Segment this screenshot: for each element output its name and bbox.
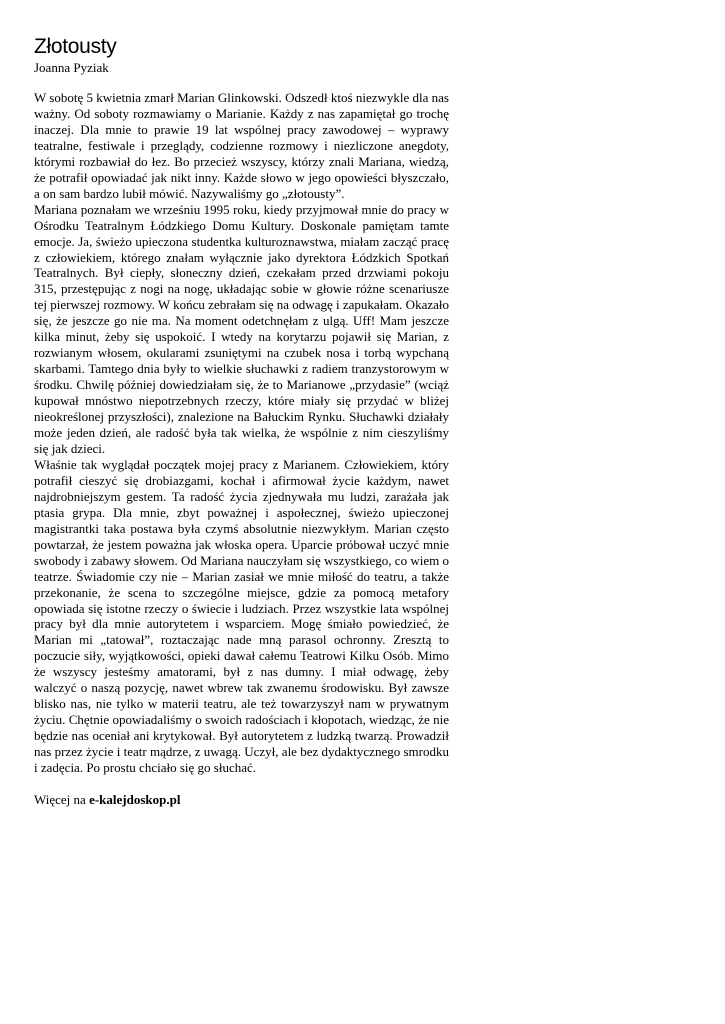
article-author: Joanna Pyziak — [34, 60, 109, 75]
article-title: Złotousty — [34, 35, 117, 58]
article-body — [34, 90, 449, 776]
paragraph-1: W sobotę 5 kwietnia zmarł Marian Glinkowski. Odszedł ktoś niezwykle dla nas ważny. Od soboty rozmawiamy o Marianie. Każdy z nas zapamiętał go trochę inaczej. Dla mnie to prawie 19 lat wspólnej pracy zawodowej – wyprawy teatralne, festiwale i przeglądy, codzienne rozmowy i niezliczone anegdoty, którymi rozbawiał do łez. Bo przecież wszyscy, którzy znali Mariana, wiedzą, że potrafił opowiadać jak nikt inny. Każde słowo w jego opowieści błyszczało, a on sam bardzo lubił mówić. Nazywaliśmy go „złotousty”. — [34, 90, 449, 201]
more-line — [34, 792, 449, 808]
article — [34, 34, 449, 808]
paragraph-3: Właśnie tak wyglądał początek mojej pracy z Marianem. Człowiekiem, który potrafił cieszyć się drobiazgami, kochał i afirmował życie każdym, nawet najdrobniejszym gestem. Ta radość życia zjednywała mu ludzi, zarażała jak ptasia grypa. Dla mnie, zbyt poważnej i aspołecznej, świeżo upieczonej magistrantki taka postawa była czymś absolutnie niezwykłym. Marian często powtarzał, że jestem poważna jak włoska opera. Uparcie próbował uczyć mnie swobody i zabawy słowem. Od Mariana nauczyłam się wszystkiego, co wiem o teatrze. Świadomie czy nie – Marian zasiał we mnie miłość do teatru, a także przekonanie, że scena to szczególne miejsce, gdzie za pomocą metafory opowiada się istotne rzeczy o świecie i ludziach. Przez wszystkie lata wspólnej pracy był dla mnie autorytetem i wsparciem. Mogę śmiało powiedzieć, że Marian mi „tatował”, roztaczając nade mną parasol ochronny. Zresztą to poczucie siły, wyjątkowości, opieki dawał całemu Teatrowi Kilku Osób. Mimo że wszyscy jesteśmy amatorami, był z nas dumny. I miał odwagę, żeby walczyć o naszą pozycję, nawet wbrew tak zwanemu środowisku. Był zawsze blisko nas, nie tylko w materii teatru, ale też towarzyszył nam w prywatnym życiu. Chętnie opowiadaliśmy o swoich radościach i kłopotach, wiedząc, że nie będzie nas oceniał ani krytykował. Był autorytetem z ludzką twarzą. Prowadził nas przez życie i teatr mądrze, z uwagą. Uczył, ale bez dydaktycznego smrodku i zadęcia. Po prostu chciało się go słuchać. — [34, 456, 449, 776]
more-prefix: Więcej na — [34, 791, 86, 807]
paragraph-2: Mariana poznałam we wrześniu 1995 roku, kiedy przyjmował mnie do pracy w Ośrodku Teatralnym Łódzkiego Domu Kultury. Doskonale pamiętam tamte emocje. Ja, świeżo upieczona studentka kulturoznawstwa, miałam zacząć pracę z człowiekiem, którego znałam wyłącznie jako dyrektora Łódzkich Spotkań Teatralnych. Był ciepły, słoneczny dzień, czekałam przed drzwiami pokoju 315, przestępując z nogi na nogę, układając sobie w głowie różne scenariusze tej pierwszej rozmowy. W końcu zebrałam się na odwagę i zapukałam. Okazało się, że jeszcze go nie ma. Na moment odetchnęłam z ulgą. Uff! Mam jeszcze kilka minut, żeby się uspokoić. I wtedy na korytarzu pojawił się Marian, z rozwianym włosem, okularami zsuniętymi na czubek nosa i torbą wypchaną skarbami. Tamtego dnia były to wielkie słuchawki z radiem tranzystorowym w środku. Chwilę później dowiedziałam się, że to Marianowe „przydasie” (wciąż kupował mnóstwo niepotrzebnych rzeczy, które miały się przydać w bliżej nieokreślonej przyszłości), znalezione na Bałuckim Rynku. Słuchawki działały może jeden dzień, ale radość była tak wielka, że wspólnie z nim cieszyliśmy się jak dzieci. — [34, 201, 449, 456]
source-link[interactable]: e-kalejdoskop.pl — [89, 791, 181, 807]
